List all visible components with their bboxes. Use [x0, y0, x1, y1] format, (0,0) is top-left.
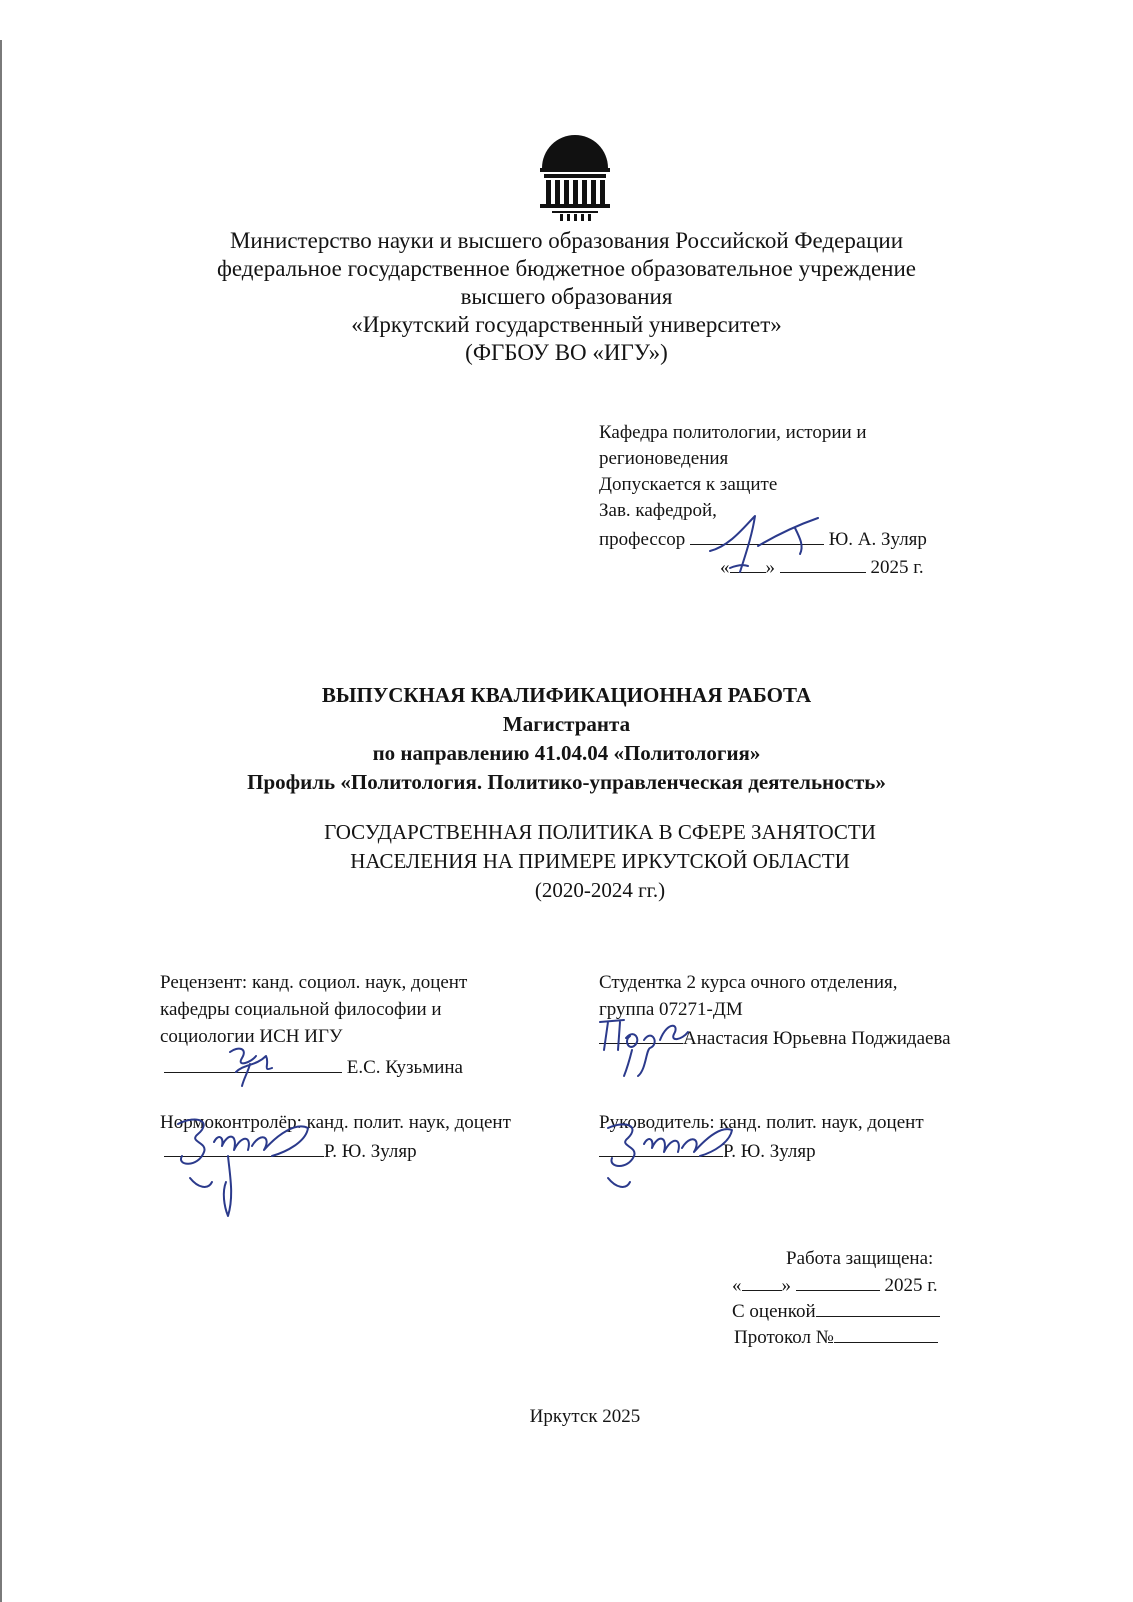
- topic-line-2: НАСЕЛЕНИЯ НА ПРИМЕРЕ ИРКУТСКОЙ ОБЛАСТИ: [350, 849, 850, 873]
- defense-year: 2025 г.: [884, 1275, 938, 1296]
- university-name: «Иркутский государственный университет»: [351, 312, 782, 337]
- protocol-blank: [834, 1324, 938, 1343]
- city-year: Иркутск 2025: [529, 1406, 641, 1427]
- university-building-logo-icon: [538, 130, 612, 222]
- work-direction: по направлению 41.04.04 «Политология»: [372, 741, 761, 765]
- education-level-line: высшего образования: [460, 284, 673, 309]
- department-line-1: Кафедра политологии, истории и: [599, 422, 867, 443]
- student-line-1: Студентка 2 курса очного отделения,: [599, 972, 898, 993]
- norm-control-line-1: Нормоконтролёр: канд. полит. наук, доцент: [160, 1112, 511, 1133]
- topic-line-3: (2020-2024 гг.): [534, 878, 666, 902]
- student-name: Анастасия Юрьевна Поджидаева: [683, 1028, 951, 1049]
- admitted-to-defense: Допускается к защите: [599, 474, 778, 495]
- grade-blank: [816, 1298, 940, 1317]
- defense-day-blank: [742, 1272, 782, 1291]
- topic-line-1: ГОСУДАРСТВЕННАЯ ПОЛИТИКА В СФЕРЕ ЗАНЯТОСТИ: [324, 820, 876, 844]
- ministry-line: Министерство науки и высшего образования Российской Федерации: [229, 228, 904, 253]
- defense-label: Работа защищена:: [786, 1248, 934, 1269]
- head-position: профессор: [599, 529, 686, 550]
- norm-control-name: Р. Ю. Зуляр: [324, 1141, 417, 1162]
- supervisor-line-1: Руководитель: канд. полит. наук, доцент: [599, 1112, 924, 1133]
- defense-date-open-quote: «: [732, 1275, 742, 1296]
- reviewer-line-1: Рецензент: канд. социол. наук, доцент: [160, 972, 468, 993]
- supervisor-name: Р. Ю. Зуляр: [723, 1141, 816, 1162]
- protocol-line: [734, 1324, 938, 1351]
- reviewer-signature: [222, 1042, 282, 1090]
- grade-line: [732, 1298, 940, 1325]
- head-signature: [700, 506, 830, 576]
- defense-date-line: [732, 1272, 938, 1299]
- student-line-2: группа 07271-ДМ: [599, 999, 743, 1020]
- defense-date-close-quote: »: [781, 1275, 791, 1296]
- reviewer-signature-line: [164, 1054, 463, 1081]
- work-type: ВЫПУСКНАЯ КВАЛИФИКАЦИОННАЯ РАБОТА: [321, 683, 812, 707]
- norm-control-signature: [168, 1112, 318, 1222]
- grade-label: С оценкой: [732, 1301, 816, 1322]
- date-open-quote: «: [720, 557, 730, 578]
- institution-type-line: федеральное государственное бюджетное образовательное учреждение: [216, 256, 917, 281]
- head-title: Зав. кафедрой,: [599, 500, 717, 521]
- reviewer-line-2: кафедры социальной философии и: [160, 999, 442, 1020]
- supervisor-signature: [600, 1116, 740, 1206]
- reviewer-line-3: социологии ИСН ИГУ: [160, 1026, 343, 1047]
- work-degree: Магистранта: [502, 712, 631, 736]
- university-abbrev: (ФГБОУ ВО «ИГУ»): [465, 340, 668, 365]
- work-profile: Профиль «Политология. Политико-управленческая деятельность»: [247, 770, 886, 794]
- student-signature: [594, 1010, 694, 1080]
- protocol-label: Протокол №: [734, 1327, 834, 1348]
- department-line-2: регионоведения: [599, 448, 729, 469]
- defense-month-blank: [796, 1272, 880, 1291]
- date-close-quote: »: [765, 557, 775, 578]
- approval-year: 2025 г.: [870, 557, 924, 578]
- head-name: Ю. А. Зуляр: [828, 529, 927, 550]
- reviewer-name: Е.С. Кузьмина: [346, 1057, 463, 1078]
